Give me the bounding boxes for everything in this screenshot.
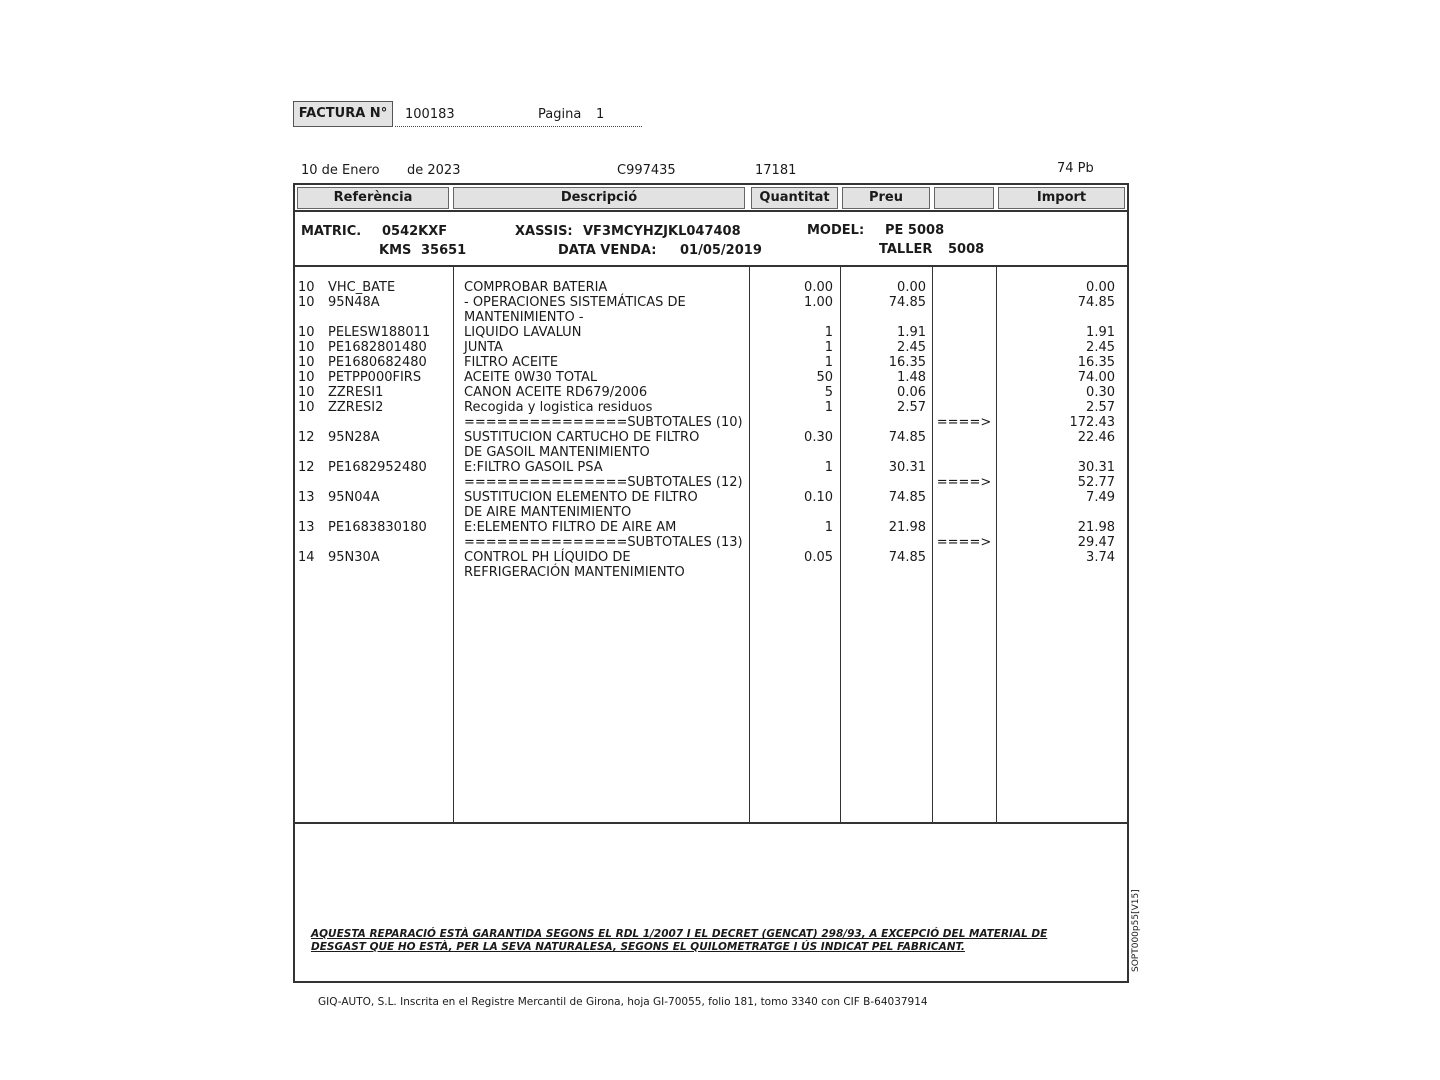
line-import: 22.46 xyxy=(1077,430,1115,445)
model-label: MODEL: xyxy=(807,223,865,238)
line-price: 74.85 xyxy=(888,550,926,565)
line-import: 0.00 xyxy=(1086,280,1115,295)
line-reference: PE1682952480 xyxy=(328,460,427,475)
line-description: CONTROL PH LÍQUIDO DE xyxy=(464,550,631,565)
line-group: 10 xyxy=(298,370,315,385)
page-number: 1 xyxy=(596,107,605,122)
col-sep-blank xyxy=(932,267,933,823)
line-quantity: 1 xyxy=(824,325,833,340)
line-description: COMPROBAR BATERIA xyxy=(464,280,608,295)
line-group: 10 xyxy=(298,385,315,400)
line-quantity: 1 xyxy=(824,460,833,475)
line-group: 13 xyxy=(298,490,315,505)
page-label: Pagina xyxy=(538,107,582,122)
line-description: CANON ACEITE RD679/2006 xyxy=(464,385,648,400)
line-import: 74.85 xyxy=(1077,295,1115,310)
line-quantity: 50 xyxy=(816,370,833,385)
line-group: 10 xyxy=(298,280,315,295)
line-reference: 95N30A xyxy=(328,550,380,565)
line-group: 12 xyxy=(298,430,315,445)
line-import: 52.77 xyxy=(1077,475,1115,490)
line-group: 10 xyxy=(298,295,315,310)
line-quantity: 0.05 xyxy=(804,550,833,565)
column-header-quantitat: Quantitat xyxy=(751,187,838,209)
line-reference: VHC_BATE xyxy=(328,280,396,295)
line-reference: PE1682801480 xyxy=(328,340,427,355)
col-sep-descripcio xyxy=(453,267,454,823)
column-header-referencia: Referència xyxy=(297,187,449,209)
line-group: 14 xyxy=(298,550,315,565)
matric-label: MATRIC. xyxy=(301,224,362,239)
line-description: E:ELEMENTO FILTRO DE AIRE AM xyxy=(464,520,677,535)
line-price: 74.85 xyxy=(888,430,926,445)
kms-value: 35651 xyxy=(421,243,467,258)
line-quantity: 0.10 xyxy=(804,490,833,505)
column-header-descripcio: Descripció xyxy=(453,187,745,209)
invoice-date-day-month: 10 de Enero xyxy=(301,163,380,178)
line-reference: ZZRESI1 xyxy=(328,385,384,400)
line-description: JUNTA xyxy=(464,340,503,355)
line-price: 1.91 xyxy=(897,325,926,340)
line-description: ACEITE 0W30 TOTAL xyxy=(464,370,598,385)
xassis-label: XASSIS: xyxy=(515,224,573,239)
taller-value: 5008 xyxy=(948,242,985,257)
warranty-note-line2: DESGAST QUE HO ESTÀ, PER LA SEVA NATURALESA, SEGONS EL QUILOMETRATGE I ÚS INDICAT PEL FABRICANT. xyxy=(311,941,965,953)
line-import: 0.30 xyxy=(1086,385,1115,400)
line-import: 16.35 xyxy=(1077,355,1115,370)
col-sep-quantitat xyxy=(749,267,750,823)
line-description: E:FILTRO GASOIL PSA xyxy=(464,460,603,475)
taller-label: TALLER xyxy=(879,242,933,257)
line-description: REFRIGERACIÓN MANTENIMIENTO xyxy=(464,565,685,580)
line-price: 74.85 xyxy=(888,490,926,505)
warranty-note-line1: AQUESTA REPARACIÓ ESTÀ GARANTIDA SEGONS EL RDL 1/2007 I EL DECRET (GENCAT) 298/93, A EXCEPCIÓ DEL MATERIAL DE xyxy=(311,928,1048,940)
line-quantity: 1 xyxy=(824,520,833,535)
kms-label: KMS xyxy=(379,243,412,258)
line-import: 172.43 xyxy=(1069,415,1115,430)
registry-text: GIQ-AUTO, S.L. Inscrita en el Registre Mercantil de Girona, hoja GI-70055, folio 181, tomo 3340 con CIF B-64037914 xyxy=(318,996,928,1008)
line-quantity: 1 xyxy=(824,400,833,415)
line-quantity: 0.00 xyxy=(804,280,833,295)
line-quantity: 1 xyxy=(824,355,833,370)
line-description: DE GASOIL MANTENIMIENTO xyxy=(464,445,650,460)
data-venda-label: DATA VENDA: xyxy=(558,243,657,258)
line-description: - OPERACIONES SISTEMÁTICAS DE xyxy=(464,295,686,310)
line-import: 2.45 xyxy=(1086,340,1115,355)
line-group: 10 xyxy=(298,325,315,340)
line-import: 74.00 xyxy=(1077,370,1115,385)
line-reference: 95N04A xyxy=(328,490,380,505)
line-import: 3.74 xyxy=(1086,550,1115,565)
line-quantity: 0.30 xyxy=(804,430,833,445)
order-code: 17181 xyxy=(755,163,797,178)
line-price: 2.57 xyxy=(897,400,926,415)
invoice-date-year: de 2023 xyxy=(407,163,461,178)
col-sep-import xyxy=(996,267,997,823)
line-quantity: 1 xyxy=(824,340,833,355)
line-price: 0.00 xyxy=(897,280,926,295)
line-description: ===============SUBTOTALES (10) xyxy=(464,415,743,430)
column-header-import: Import xyxy=(998,187,1125,209)
line-description: MANTENIMIENTO - xyxy=(464,310,584,325)
line-reference: 95N28A xyxy=(328,430,380,445)
line-group: 10 xyxy=(298,355,315,370)
line-reference: PELESW188011 xyxy=(328,325,431,340)
line-group: 13 xyxy=(298,520,315,535)
footer-divider xyxy=(295,822,1127,824)
line-reference: PE1683830180 xyxy=(328,520,427,535)
line-description: SUSTITUCION ELEMENTO DE FILTRO xyxy=(464,490,698,505)
line-description: ===============SUBTOTALES (12) xyxy=(464,475,743,490)
header-dotted-rule xyxy=(395,126,642,127)
line-import: 30.31 xyxy=(1077,460,1115,475)
line-price: 30.31 xyxy=(888,460,926,475)
line-import: 7.49 xyxy=(1086,490,1115,505)
line-group: 10 xyxy=(298,340,315,355)
data-venda-value: 01/05/2019 xyxy=(680,243,762,258)
line-description: FILTRO ACEITE xyxy=(464,355,559,370)
model-value: PE 5008 xyxy=(885,223,945,238)
line-description: ===============SUBTOTALES (13) xyxy=(464,535,743,550)
line-description: SUSTITUCION CARTUCHO DE FILTRO xyxy=(464,430,700,445)
line-import: 2.57 xyxy=(1086,400,1115,415)
line-import: 1.91 xyxy=(1086,325,1115,340)
matric-value: 0542KXF xyxy=(382,224,448,239)
invoice-number: 100183 xyxy=(405,107,455,122)
form-side-code: SOPT000p55[V15] xyxy=(1131,889,1141,972)
vehicle-block-divider xyxy=(295,265,1127,267)
line-price: 0.06 xyxy=(897,385,926,400)
line-reference: PETPP000FIRS xyxy=(328,370,422,385)
line-description: Recogida y logistica residuos xyxy=(464,400,653,415)
line-price: 16.35 xyxy=(888,355,926,370)
line-price: 2.45 xyxy=(897,340,926,355)
invoice-number-label: FACTURA N° xyxy=(293,101,393,127)
line-quantity: 1.00 xyxy=(804,295,833,310)
line-group: 12 xyxy=(298,460,315,475)
line-description: DE AIRE MANTENIMIENTO xyxy=(464,505,632,520)
line-reference: PE1680682480 xyxy=(328,355,427,370)
line-import: 29.47 xyxy=(1077,535,1115,550)
line-quantity: 5 xyxy=(824,385,833,400)
line-subtotal-arrow: ====> xyxy=(936,415,992,430)
line-price: 1.48 xyxy=(897,370,926,385)
line-description: LIQUIDO LAVALUN xyxy=(464,325,582,340)
line-subtotal-arrow: ====> xyxy=(936,475,992,490)
column-header-blank xyxy=(934,187,994,209)
xassis-value: VF3MCYHZJKL047408 xyxy=(583,224,741,239)
column-header-preu: Preu xyxy=(842,187,930,209)
column-header-row xyxy=(295,185,1127,212)
line-price: 74.85 xyxy=(888,295,926,310)
col-sep-preu xyxy=(840,267,841,823)
line-subtotal-arrow: ====> xyxy=(936,535,992,550)
line-group: 10 xyxy=(298,400,315,415)
client-code: C997435 xyxy=(617,163,676,178)
line-import: 21.98 xyxy=(1077,520,1115,535)
line-reference: ZZRESI2 xyxy=(328,400,384,415)
right-code: 74 Pb xyxy=(1057,161,1094,176)
line-reference: 95N48A xyxy=(328,295,380,310)
line-price: 21.98 xyxy=(888,520,926,535)
